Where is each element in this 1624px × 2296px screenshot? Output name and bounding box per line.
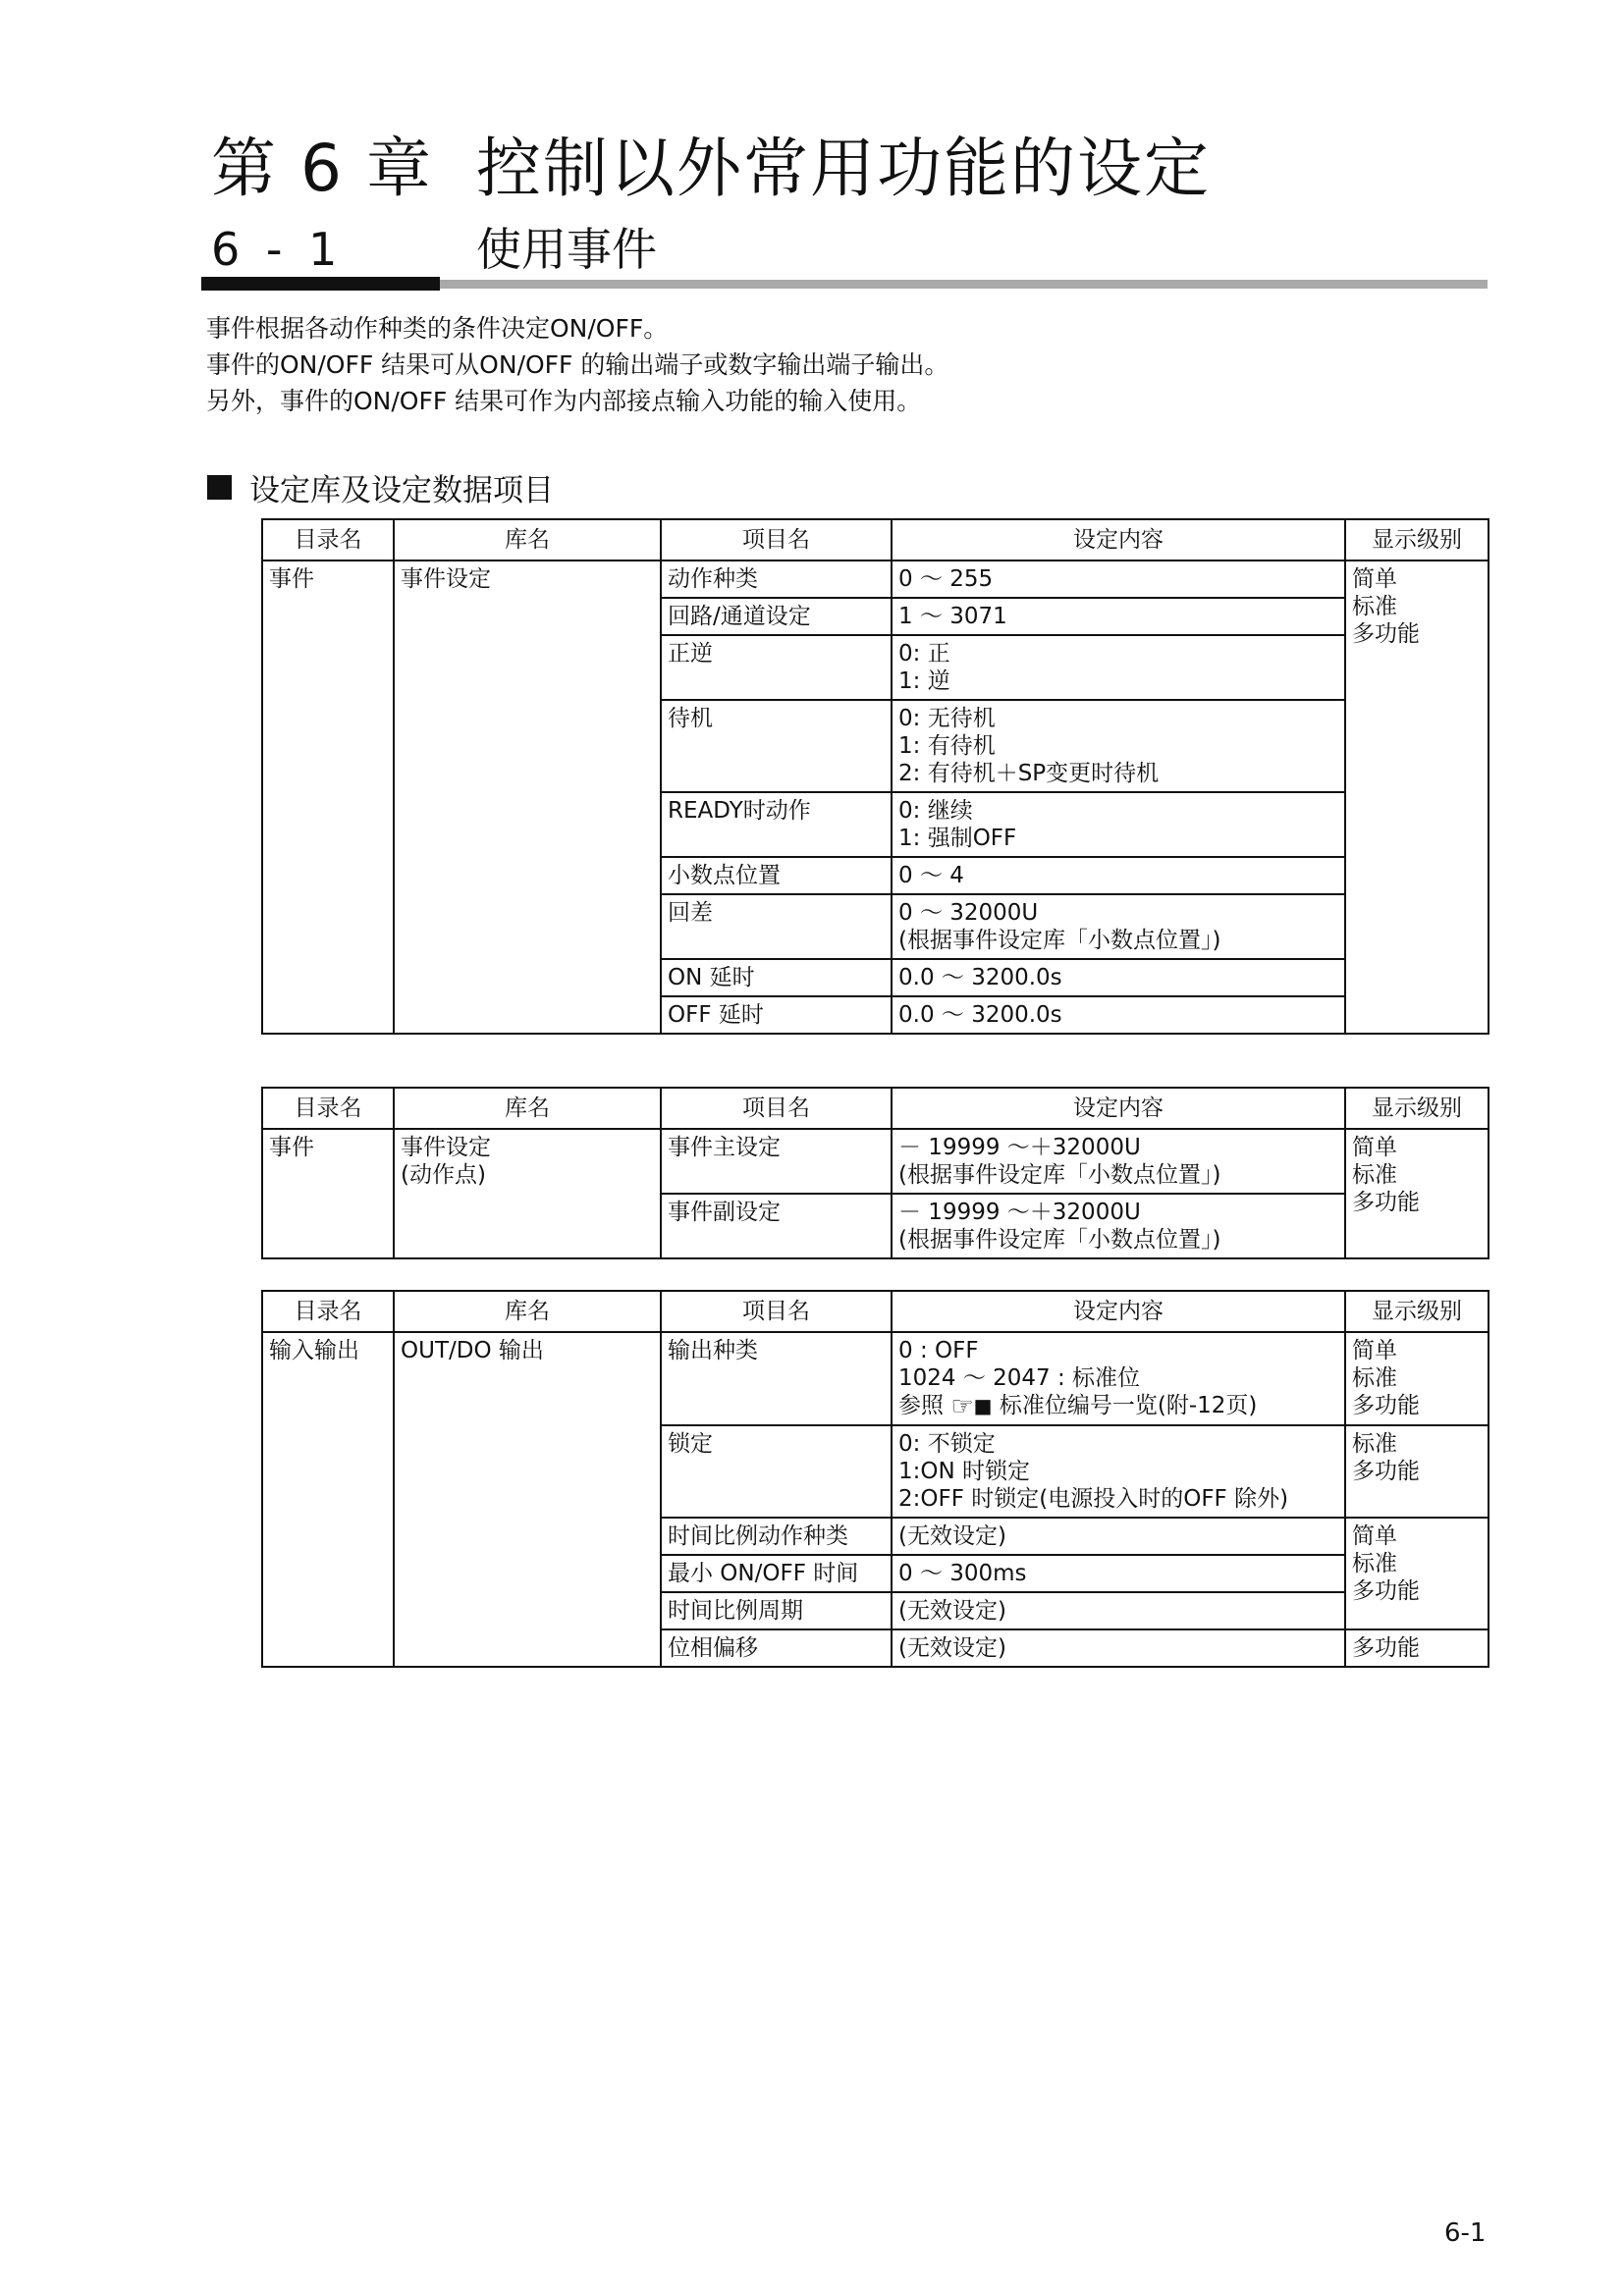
item-cell: 正逆: [661, 635, 892, 700]
intro-line: 事件根据各动作种类的条件决定ON/OFF。: [206, 314, 669, 343]
square-bullet-icon: [207, 475, 232, 500]
content-cell: (无效设定): [892, 1518, 1345, 1555]
header-dir: 目录名: [262, 1291, 394, 1332]
table-row: [262, 561, 1489, 598]
header-lib: 库名: [394, 1291, 661, 1332]
reference-prefix: 参照: [898, 1393, 944, 1418]
chapter-title: [211, 116, 1211, 209]
content-cell: 0: 不锁定 1:ON 时锁定 2:OFF 时锁定(电源投入时的OFF 除外): [892, 1425, 1345, 1518]
level-cell: 简单 标准 多功能: [1345, 561, 1489, 1034]
lib-cell: 事件设定: [394, 561, 661, 1034]
chapter-number: 第 6 章: [211, 131, 433, 206]
page-number: 6-1: [1444, 2218, 1487, 2248]
header-lib: 库名: [394, 519, 661, 561]
content-cell: 0 ～ 255: [892, 561, 1345, 598]
item-cell: 小数点位置: [661, 857, 892, 894]
content-cell: 0.0 ～ 3200.0s: [892, 959, 1345, 996]
item-cell: OFF 延时: [661, 996, 892, 1034]
intro-line: 另外，事件的ON/OFF 结果可作为内部接点输入功能的输入使用。: [206, 387, 922, 415]
section-number: 6 - 1: [211, 223, 344, 276]
level-cell: 简单 标准 多功能: [1345, 1518, 1489, 1629]
header-content: 设定内容: [892, 1291, 1345, 1332]
header-dir: 目录名: [262, 519, 394, 561]
item-cell: 动作种类: [661, 561, 892, 598]
item-cell: 事件副设定: [661, 1194, 892, 1258]
header-content: 设定内容: [892, 1088, 1345, 1129]
item-cell: ON 延时: [661, 959, 892, 996]
level-cell: 简单 标准 多功能: [1345, 1332, 1489, 1425]
header-level: 显示级别: [1345, 1291, 1489, 1332]
content-cell: 0.0 ～ 3200.0s: [892, 996, 1345, 1034]
content-cell: (无效设定): [892, 1592, 1345, 1629]
content-cell: 1 ～ 3071: [892, 598, 1345, 635]
content-cell: 0: 正 1: 逆: [892, 635, 1345, 700]
chapter-title-text: 控制以外常用功能的设定: [476, 131, 1211, 206]
lib-cell: 事件设定 (动作点): [394, 1129, 661, 1258]
reference-link[interactable]: 标准位编号一览(附-12页): [999, 1393, 1258, 1418]
item-cell: 回路/通道设定: [661, 598, 892, 635]
reference-line: [898, 1392, 1338, 1420]
item-cell: 锁定: [661, 1425, 892, 1518]
dir-cell: 输入输出: [262, 1332, 394, 1667]
content-line: 1024 ～ 2047 : 标准位: [898, 1365, 1141, 1391]
header-item: 项目名: [661, 519, 892, 561]
table-header-row: [262, 1291, 1489, 1332]
item-cell: 回差: [661, 894, 892, 959]
settings-table-io: [261, 1290, 1489, 1668]
level-cell: 简单 标准 多功能: [1345, 1129, 1489, 1258]
dir-cell: 事件: [262, 1129, 394, 1258]
content-cell: 0 ～ 4: [892, 857, 1345, 894]
dir-cell: 事件: [262, 561, 394, 1034]
item-cell: 位相偏移: [661, 1629, 892, 1667]
table-header-row: [262, 1088, 1489, 1129]
level-cell: 标准 多功能: [1345, 1425, 1489, 1518]
lib-cell: OUT/DO 输出: [394, 1332, 661, 1667]
level-cell: 多功能: [1345, 1629, 1489, 1667]
section-rule-light: [440, 280, 1488, 289]
pointing-hand-icon: ☞: [950, 1392, 974, 1421]
settings-table-event-point: [261, 1087, 1489, 1259]
content-line: 0 : OFF: [898, 1338, 979, 1363]
header-lib: 库名: [394, 1088, 661, 1129]
header-dir: 目录名: [262, 1088, 394, 1129]
header-item: 项目名: [661, 1291, 892, 1332]
content-cell: (无效设定): [892, 1629, 1345, 1667]
item-cell: 输出种类: [661, 1332, 892, 1425]
section-title: [211, 214, 657, 279]
header-level: 显示级别: [1345, 1088, 1489, 1129]
section-title-text: 使用事件: [476, 223, 657, 276]
subheading: [207, 465, 554, 509]
content-cell: [892, 1332, 1345, 1425]
content-cell: 0: 无待机 1: 有待机 2: 有待机＋SP变更时待机: [892, 700, 1345, 792]
intro-line: 事件的ON/OFF 结果可从ON/OFF 的输出端子或数字输出端子输出。: [206, 350, 949, 379]
table-row: [262, 1332, 1489, 1425]
content-cell: 0 ～ 32000U (根据事件设定库「小数点位置」): [892, 894, 1345, 959]
content-cell: － 19999 ～＋32000U (根据事件设定库「小数点位置」): [892, 1194, 1345, 1258]
table-row: [262, 1129, 1489, 1194]
content-cell: － 19999 ～＋32000U (根据事件设定库「小数点位置」): [892, 1129, 1345, 1194]
square-bullet-icon: ■: [973, 1394, 993, 1417]
item-cell: 时间比例动作种类: [661, 1518, 892, 1555]
table-header-row: [262, 519, 1489, 561]
subheading-text: 设定库及设定数据项目: [249, 473, 554, 508]
intro-text: [206, 310, 948, 419]
item-cell: 最小 ON/OFF 时间: [661, 1555, 892, 1592]
item-cell: 时间比例周期: [661, 1592, 892, 1629]
content-cell: 0: 继续 1: 强制OFF: [892, 792, 1345, 857]
header-item: 项目名: [661, 1088, 892, 1129]
item-cell: 事件主设定: [661, 1129, 892, 1194]
content-cell: 0 ～ 300ms: [892, 1555, 1345, 1592]
header-level: 显示级别: [1345, 519, 1489, 561]
section-rule-dark: [201, 277, 440, 291]
settings-table-event: [261, 518, 1489, 1035]
header-content: 设定内容: [892, 519, 1345, 561]
item-cell: READY时动作: [661, 792, 892, 857]
item-cell: 待机: [661, 700, 892, 792]
